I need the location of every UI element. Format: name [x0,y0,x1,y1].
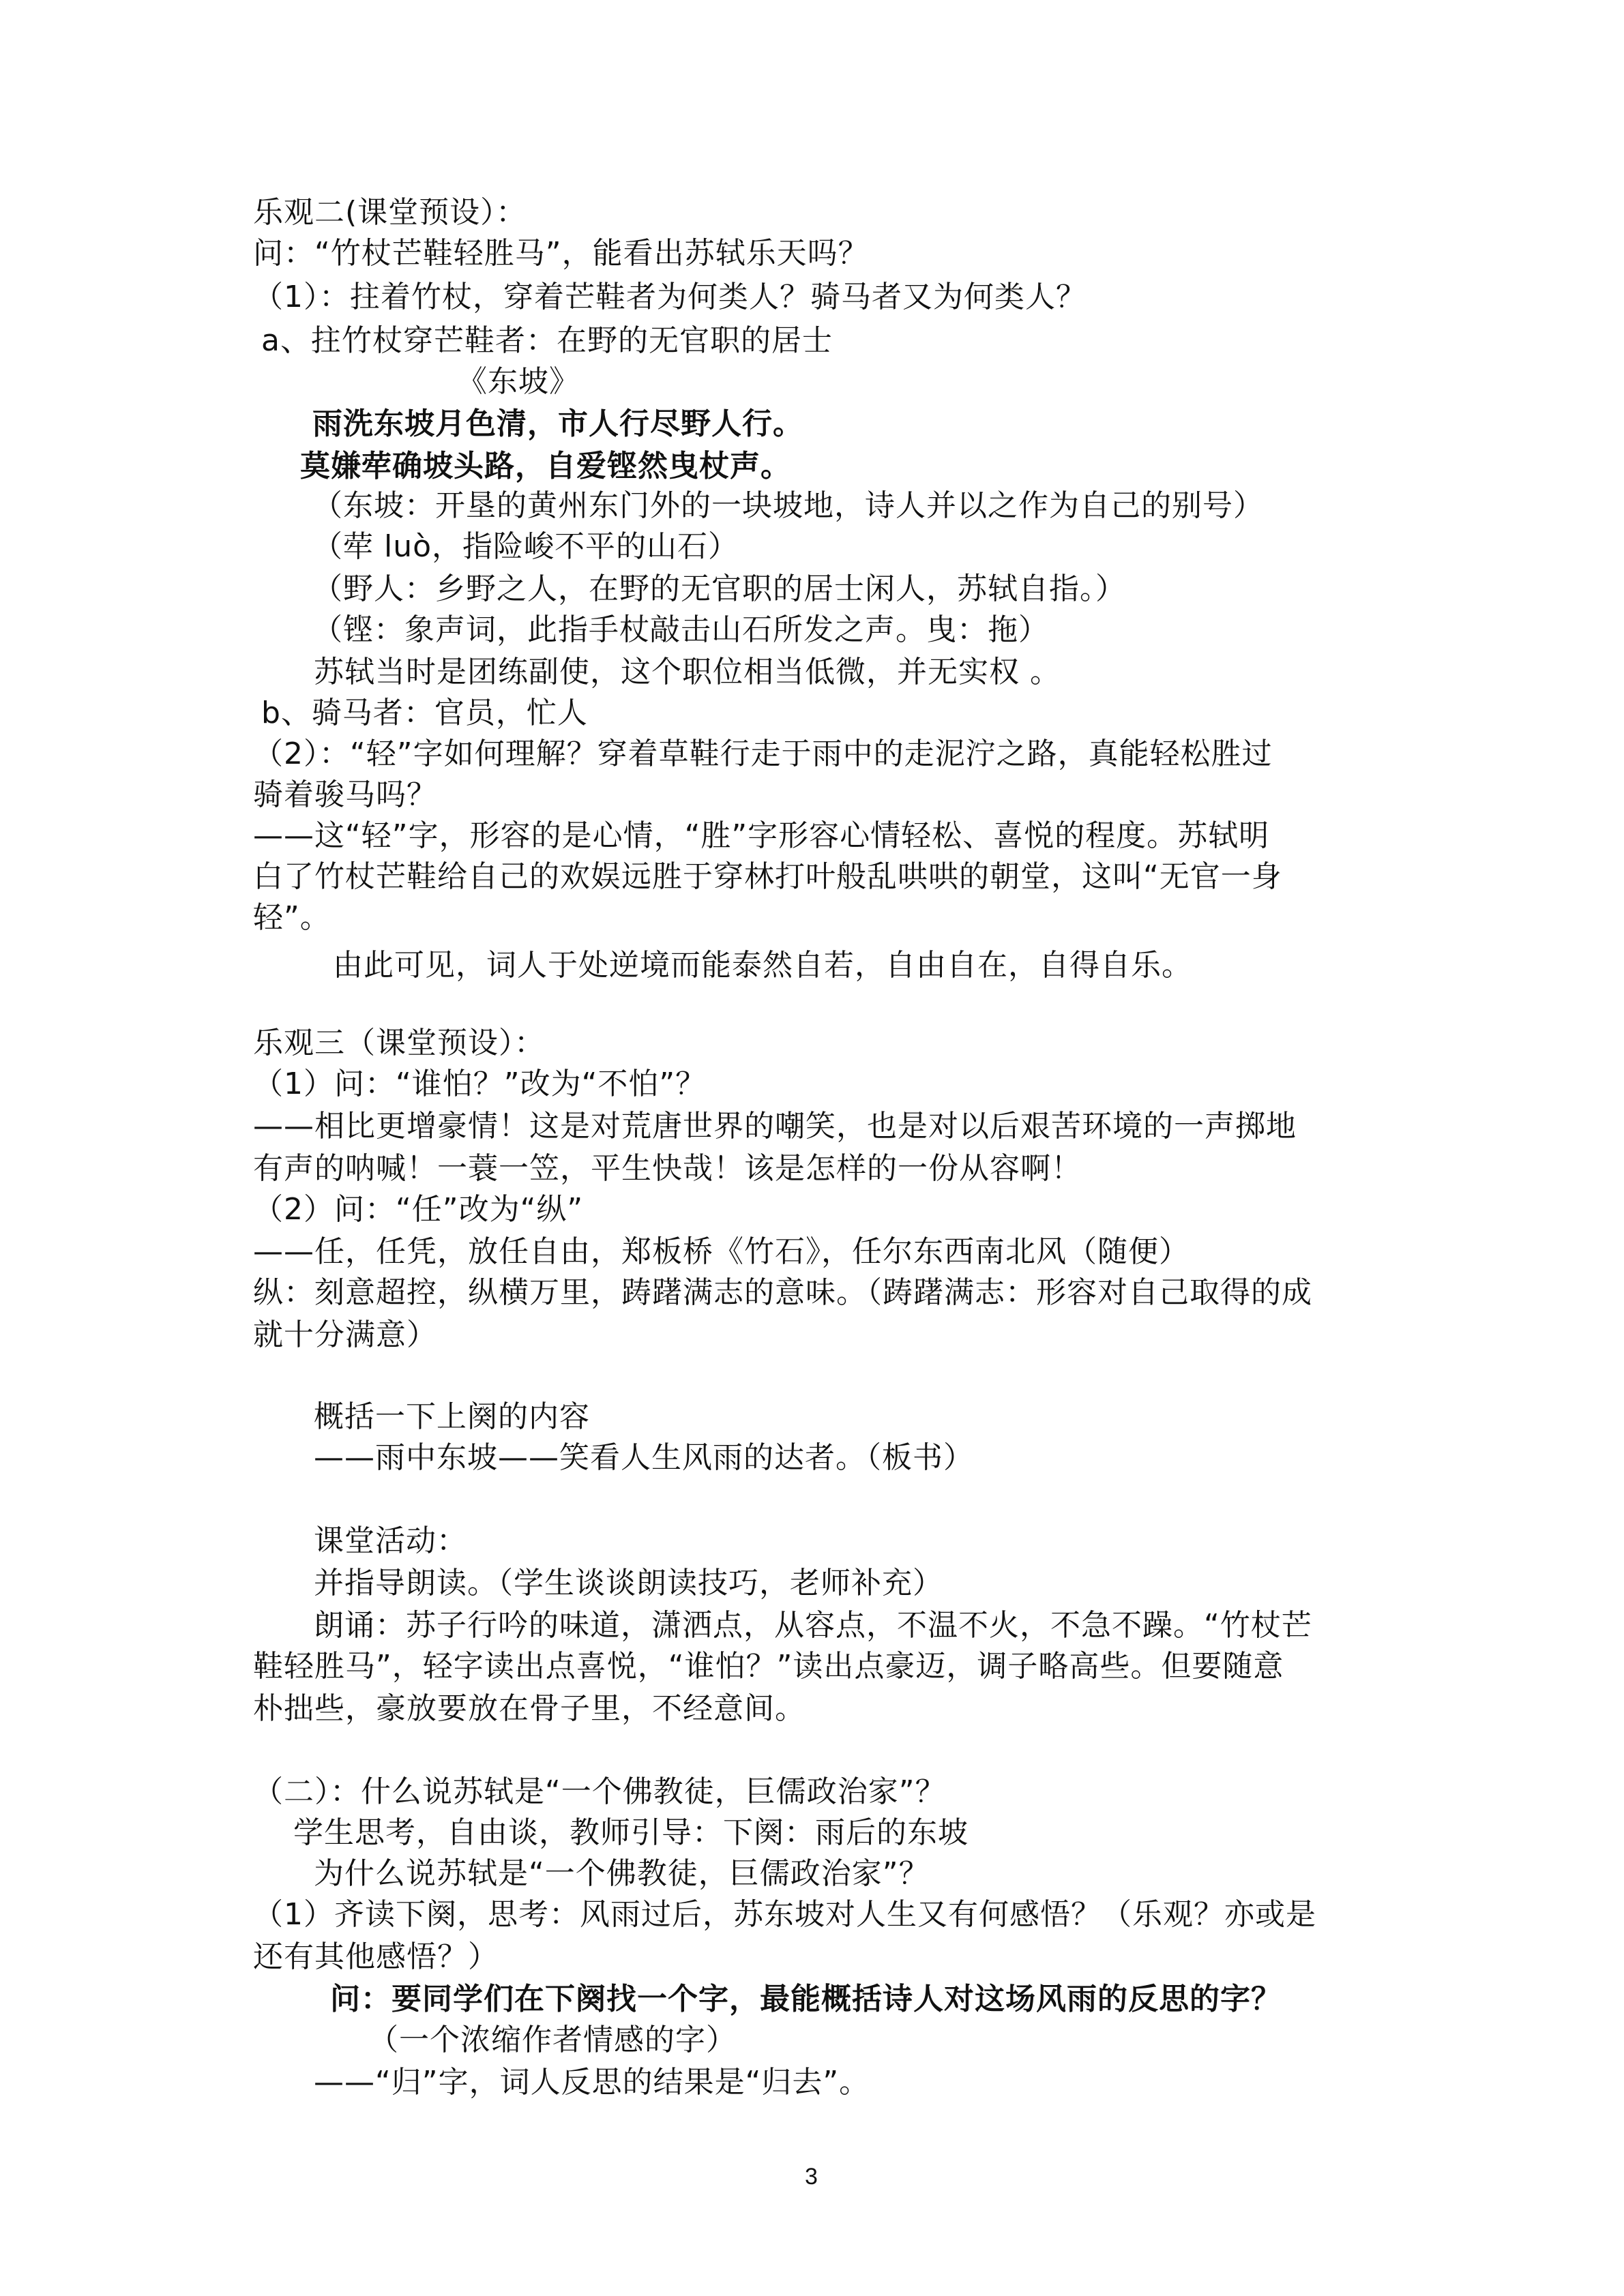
answer-qing-1: ——这“轻”字，形容的是心情，“胜”字形容心情轻松、喜悦的程度。苏轼明 [253,818,1270,853]
subquestion-2: （2）：“轻”字如何理解？穿着草鞋行走于雨中的走泥泞之路，真能轻松胜过 [253,736,1273,771]
page-number: 3 [805,2164,818,2190]
subquestion-1: （1）：拄着竹杖，穿着芒鞋者为何类人？骑马者又为何类人？ [253,280,1087,314]
section-2-task-1-cont: 还有其他感悟？） [253,1939,499,1974]
answer-3-1-b: 有声的呐喊！一蓑一笠，平生快哉！该是怎样的一份从容啊！ [253,1151,1082,1186]
answer-b: b、骑马者：官员，忙人 [261,696,588,730]
answer-3-1-a: ——相比更增豪情！这是对荒唐世界的嘲笑，也是对以后艰苦环境的一声掷地 [253,1109,1297,1144]
answer-3-2-b: 纵：刻意超控，纵横万里，踌躇满志的意味。（踌躇满志：形容对自己取得的成 [253,1275,1312,1310]
poem-line-2: 莫嫌荦确坡头路，自爱铿然曳杖声。 [300,449,791,483]
annotation-yeren: （野人：乡野之人，在野的无官职的居士闲人，苏轼自指。） [312,571,1126,606]
poem-title: 《东坡》 [457,364,580,399]
answer-qing-2: 白了竹杖芒鞋给自己的欢娱远胜于穿林打叶般乱哄哄的朝堂，这叫“无官一身 [253,859,1282,894]
answer-3-2-a: ——任，任凭，放任自由，郑板桥《竹石》，任尔东西南北风（随便） [253,1234,1190,1269]
note-sushi-position: 苏轼当时是团练副使，这个职位相当低微，并无实权 。 [314,655,1061,689]
summary-answer: ——雨中东坡——笑看人生风雨的达者。（板书） [314,1440,974,1475]
annotation-dongpo: （东坡：开垦的黄州东门外的一块坡地，诗人并以之作为自己的别号） [312,488,1264,523]
summary-line: 由此可见，词人于处逆境而能泰然自若，自由自在，自得自乐。 [333,948,1192,983]
poem-line-1: 雨洗东坡月色清，市人行尽野人行。 [312,406,803,441]
question-3-1: （1）问：“谁怕？”改为“不怕”？ [253,1067,707,1101]
summary-prompt: 概括一下上阕的内容 [314,1399,590,1434]
question-3-2: （2）问：“任”改为“纵” [253,1192,584,1227]
annotation-luo: （荦 luò，指险峻不平的山石） [312,529,739,564]
heading-optimism-2: 乐观二(课堂预设）： [253,195,527,230]
answer-3-2-c: 就十分满意） [253,1317,437,1352]
class-activity-heading: 课堂活动： [314,1523,467,1558]
reading-guide-3: 朴拙些，豪放要放在骨子里，不经意间。 [253,1691,806,1726]
question-line: 问：“竹杖芒鞋轻胜马”，能看出苏轼乐天吗？ [253,236,869,271]
class-activity-1: 并指导朗读。（学生谈谈朗读技巧，老师补充） [314,1566,943,1600]
key-question: 问：要同学们在下阕找一个字，最能概括诗人对这场风雨的反思的字？ [330,1982,1282,2016]
key-answer: ——“归”字，词人反思的结果是“归去”。 [314,2065,870,2100]
answer-qing-3: 轻”。 [253,900,331,935]
reading-guide-1: 朗诵：苏子行吟的味道，潇洒点，从容点，不温不火，不急不躁。“竹杖芒 [314,1608,1312,1643]
reading-guide-2: 鞋轻胜马”，轻字读出点喜悦，“谁怕？”读出点豪迈，调子略高些。但要随意 [253,1649,1284,1684]
section-2-heading: （二）：什么说苏轼是“一个佛教徒，巨儒政治家”？ [253,1774,946,1809]
answer-a: a、拄竹杖穿芒鞋者：在野的无官职的居士 [261,323,833,358]
section-2-question: 为什么说苏轼是“一个佛教徒，巨儒政治家”？ [314,1856,930,1891]
subquestion-2-cont: 骑着骏马吗？ [253,777,437,812]
annotation-keng: （铿：象声词，此指手杖敲击山石所发之声。曳：拖） [312,612,1049,647]
heading-optimism-3: 乐观三（课堂预设）： [253,1026,545,1060]
section-2-task-1: （1）齐读下阕，思考：风雨过后，苏东坡对人生又有何感悟？（乐观？亦或是 [253,1897,1316,1932]
section-2-guide: 学生思考，自由谈，教师引导：下阕：雨后的东坡 [293,1815,969,1850]
key-question-hint: （一个浓缩作者情感的字） [368,2023,737,2057]
